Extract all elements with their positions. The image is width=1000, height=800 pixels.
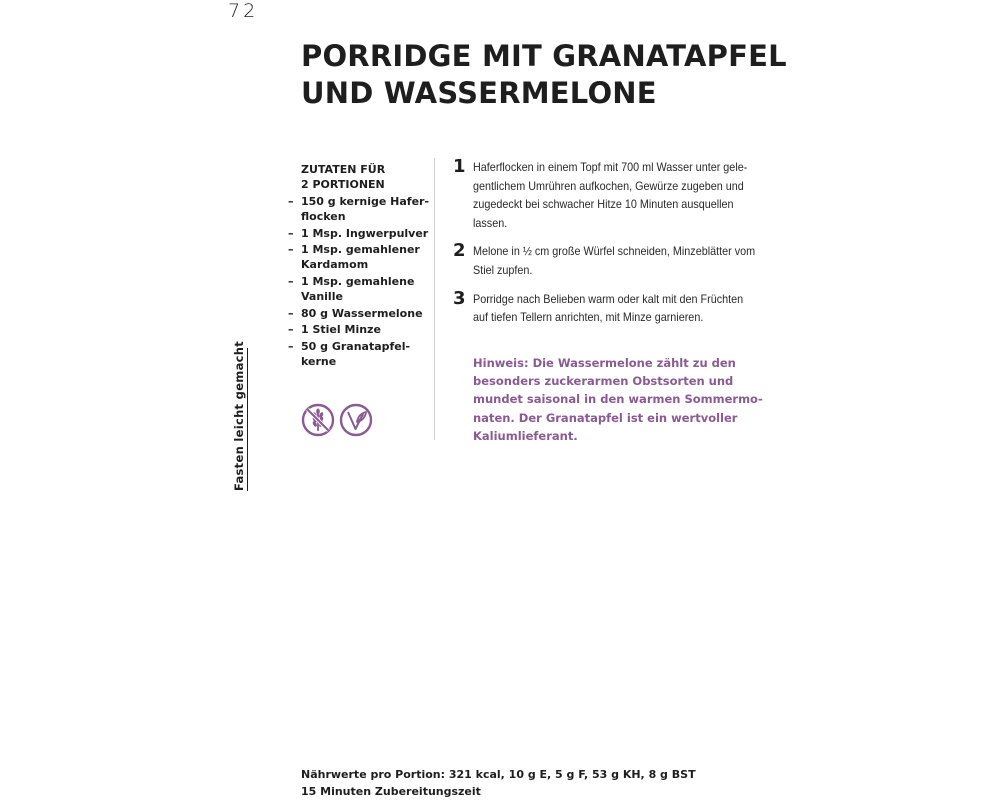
recipe-title-line: PORRIDGE MIT GRANATAPFEL: [301, 39, 787, 73]
step-text: Melone in ½ cm große Würfel schneiden, Minzeblätter vom Stiel zupfen.: [473, 244, 756, 277]
ingredient-item: – 80 g Wassermelone: [288, 306, 423, 320]
step-item: [453, 242, 773, 279]
step-number: 2: [453, 240, 466, 262]
ingredient-item: – 150 g kernige Hafer- flocken: [288, 194, 430, 224]
vegan-icon: [339, 403, 373, 437]
step-text: Porridge nach Belieben warm oder kalt mit den Früchten auf tiefen Tellern anrichten, mit Minze garnieren.: [473, 291, 744, 325]
diet-icons: [301, 403, 373, 437]
nutrition-info: Nährwerte pro Portion: 321 kcal, 10 g E, 5 g F, 53 g KH, 8 g BST: [301, 768, 696, 781]
ingredient-item: – 1 Msp. gemahlener Kardamom: [288, 243, 420, 272]
ingredient-item: – 1 Msp. gemahlene Vanille: [288, 274, 415, 304]
gluten-free-icon: [301, 403, 335, 437]
recipe-title: [301, 38, 861, 112]
hint-note: Hinweis: Die Wassermelone zählt zu den besonders zuckerarmen Obstsorten und mundet saisonal in den warmen Sommermo- naten. Der Granatapfel ist ein wertvoller Kaliumlieferant.: [473, 356, 763, 443]
ingredient-item: – 50 g Granatapfel- kerne: [288, 339, 411, 368]
recipe-footer: [301, 767, 696, 800]
ingredient-item: – 1 Stiel Minze: [288, 323, 381, 337]
side-rule: [247, 348, 248, 491]
recipe-title-line: UND WASSERMELONE: [301, 76, 657, 110]
prep-time: 15 Minuten Zubereitungszeit: [301, 784, 481, 798]
ingredients-heading: ZUTATEN FÜR 2 PORTIONEN: [301, 163, 386, 192]
step-number: 3: [453, 287, 466, 309]
step-item: [453, 287, 773, 327]
step-item: [453, 158, 773, 232]
ingredients-column: [288, 162, 428, 369]
ingredient-item: – 1 Msp. Ingwerpulver: [288, 226, 429, 240]
preparation-steps: [453, 158, 773, 337]
page-number: 72: [228, 0, 259, 22]
column-divider: [434, 158, 435, 440]
step-text: Haferflocken in einem Topf mit 700 ml Wasser unter gele- gentlichem Umrühren aufkochen, Gewürze zugeben und zugedeckt bei schwacher Hitze 10 Minuten ausquellen lassen.: [473, 160, 748, 230]
chapter-side-label: Fasten leicht gemacht: [232, 340, 246, 491]
ingredient-list: [288, 194, 428, 369]
step-number: 1: [453, 156, 466, 177]
